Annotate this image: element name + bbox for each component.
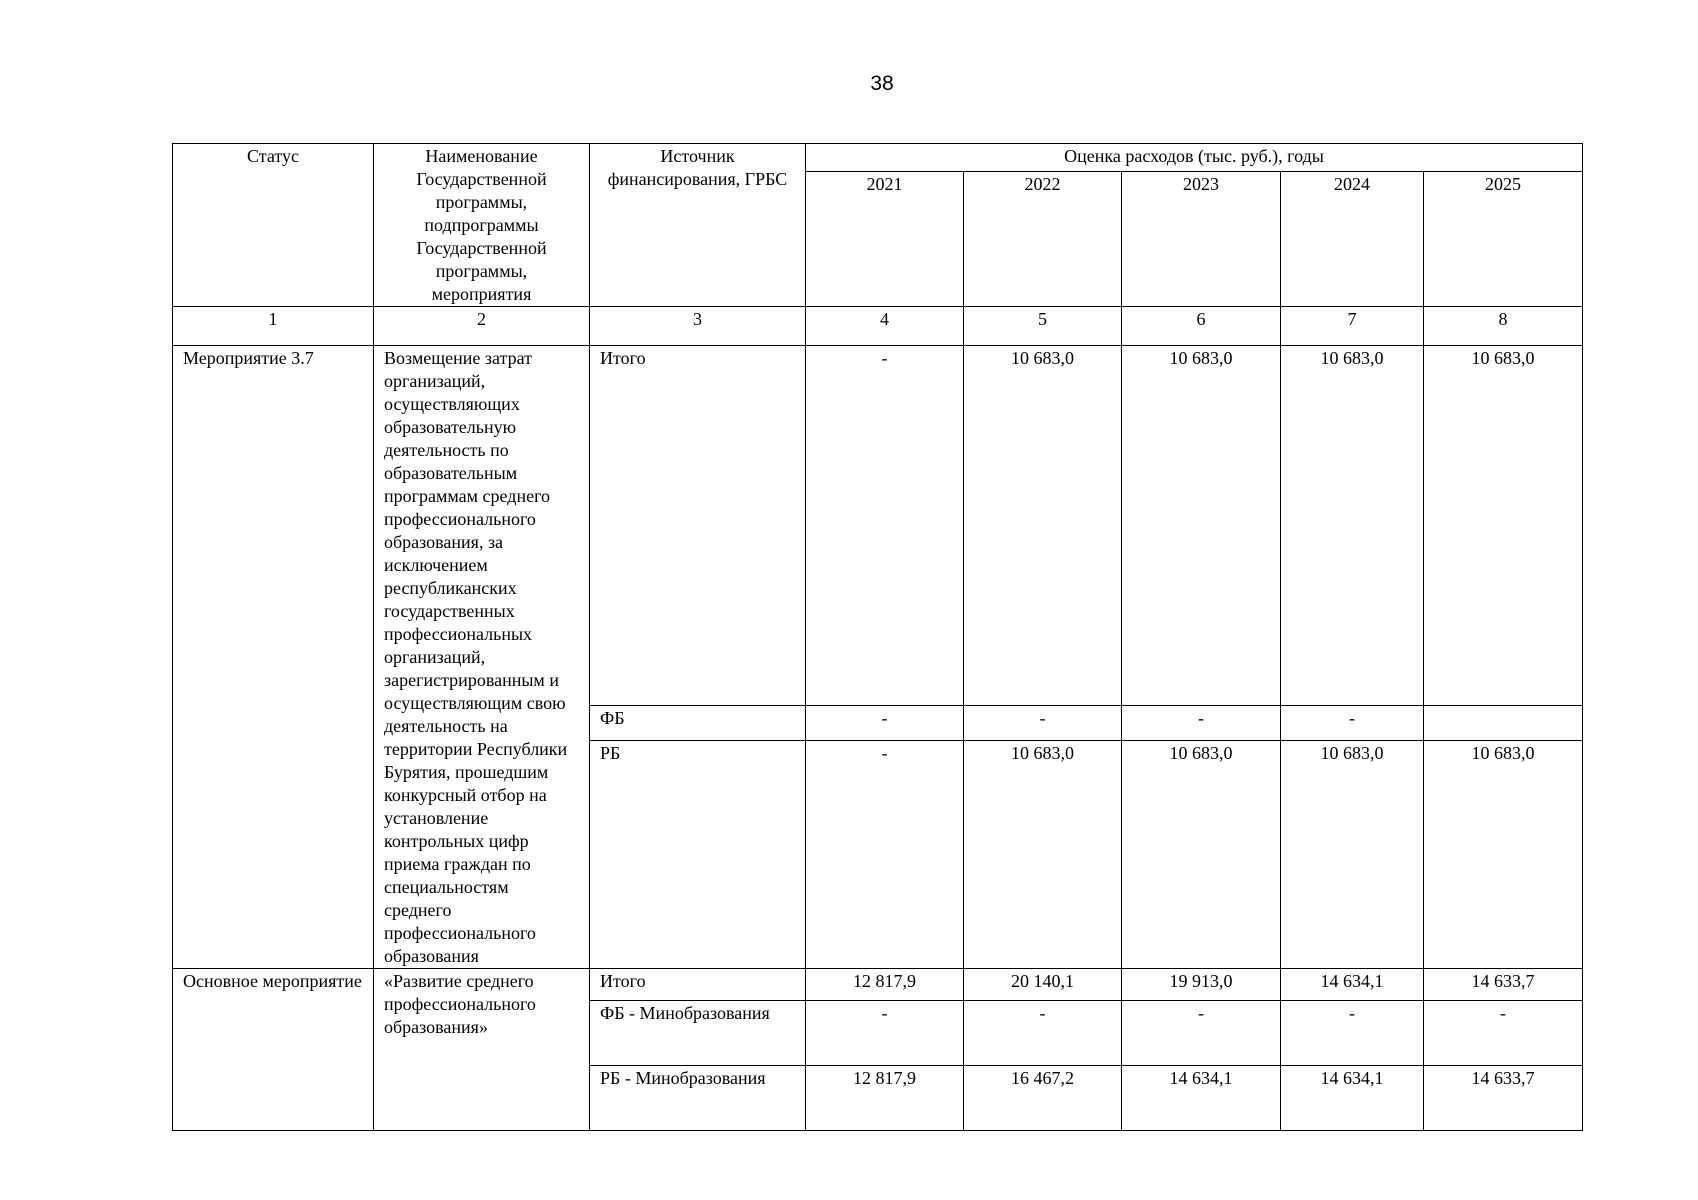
row-value: 10 683,0	[1424, 741, 1583, 969]
header-name: Наименование Государственной программы, подпрограммы Государственной программы, мероприятия	[374, 144, 590, 307]
row-value: -	[806, 1001, 964, 1066]
row-source: Итого	[590, 969, 806, 1001]
row-status: Основное мероприятие	[173, 969, 374, 1131]
row-value: -	[806, 346, 964, 706]
column-number: 2	[374, 307, 590, 346]
row-value: 10 683,0	[1122, 741, 1281, 969]
header-estimate: Оценка расходов (тыс. руб.), годы	[806, 144, 1583, 172]
row-value	[1424, 705, 1583, 740]
table-row	[173, 346, 1583, 706]
row-name: «Развитие среднего профессионального образования»	[374, 969, 590, 1131]
row-source: Итого	[590, 346, 806, 706]
column-number: 6	[1122, 307, 1281, 346]
header-source: Источник финансирования, ГРБС	[590, 144, 806, 307]
column-number: 5	[964, 307, 1122, 346]
header-year: 2021	[806, 172, 964, 307]
row-value: -	[964, 1001, 1122, 1066]
budget-table	[172, 143, 1583, 1131]
row-value: 14 633,7	[1424, 1066, 1583, 1131]
row-value: -	[1122, 705, 1281, 740]
row-value: 16 467,2	[964, 1066, 1122, 1131]
row-name: Возмещение затрат организаций, осуществляющих образовательную деятельность по образовательным программам среднего профессионального образования, за исключением республиканских государственных профессиональных организаций, зарегистрированным и осуществляющим свою деятельность на территории Республики Бурятия, прошедшим конкурсный отбор на установление контрольных цифр приема граждан по специальностям среднего профессионального образования	[374, 346, 590, 969]
row-value: 12 817,9	[806, 969, 964, 1001]
header-year: 2023	[1122, 172, 1281, 307]
row-source: РБ - Минобразования	[590, 1066, 806, 1131]
row-value: 20 140,1	[964, 969, 1122, 1001]
page-number: 38	[870, 72, 894, 95]
row-value: -	[1281, 705, 1424, 740]
row-value: -	[806, 741, 964, 969]
row-value: 14 634,1	[1122, 1066, 1281, 1131]
table-row	[173, 969, 1583, 1001]
row-source: ФБ - Минобразования	[590, 1001, 806, 1066]
column-number: 7	[1281, 307, 1424, 346]
row-value: 10 683,0	[1122, 346, 1281, 706]
header-status: Статус	[173, 144, 374, 307]
header-year: 2024	[1281, 172, 1424, 307]
row-value: 10 683,0	[1281, 741, 1424, 969]
column-numbers-row	[173, 307, 1583, 346]
row-value: -	[1122, 1001, 1281, 1066]
column-number: 8	[1424, 307, 1583, 346]
row-value: -	[1424, 1001, 1583, 1066]
row-source: ФБ	[590, 705, 806, 740]
row-value: 10 683,0	[964, 741, 1122, 969]
row-value: 19 913,0	[1122, 969, 1281, 1001]
row-status: Мероприятие 3.7	[173, 346, 374, 969]
row-value: 10 683,0	[1424, 346, 1583, 706]
row-value: 14 634,1	[1281, 1066, 1424, 1131]
row-value: 14 634,1	[1281, 969, 1424, 1001]
row-value: 10 683,0	[1281, 346, 1424, 706]
row-value: 14 633,7	[1424, 969, 1583, 1001]
row-value: -	[1281, 1001, 1424, 1066]
header-row-1	[173, 144, 1583, 172]
column-number: 4	[806, 307, 964, 346]
row-value: -	[964, 705, 1122, 740]
header-year: 2022	[964, 172, 1122, 307]
header-year: 2025	[1424, 172, 1583, 307]
column-number: 1	[173, 307, 374, 346]
row-source: РБ	[590, 741, 806, 969]
row-value: 12 817,9	[806, 1066, 964, 1131]
row-value: -	[806, 705, 964, 740]
row-value: 10 683,0	[964, 346, 1122, 706]
column-number: 3	[590, 307, 806, 346]
